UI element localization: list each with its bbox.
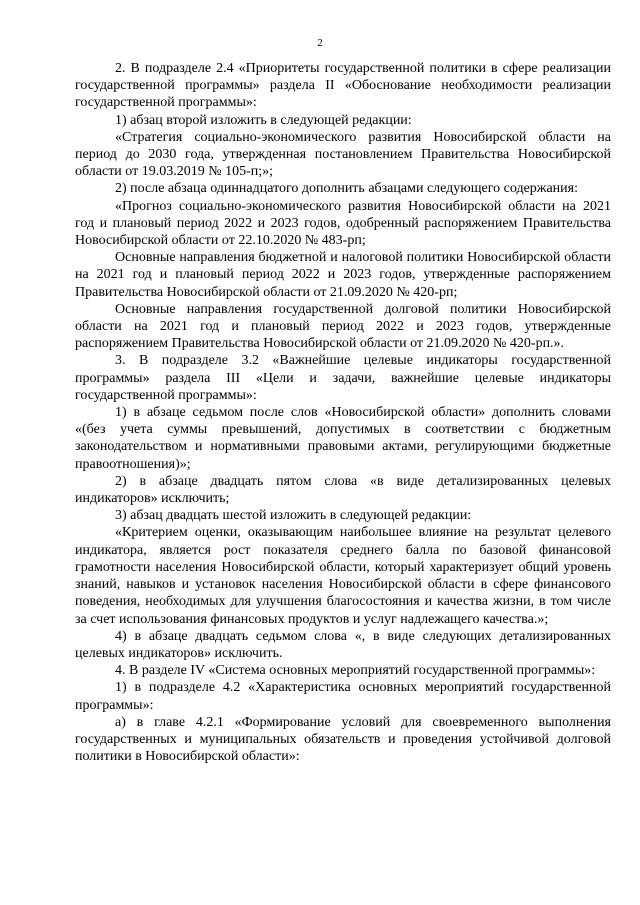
paragraph-quote-debt-policy: Основные направления государственной долговой политики Новосибирской области на 2021 год и плановый период 2022 и 2023 годов, утвержденные распоряжением Правительства Новосибирской области от 21.09.2020 № 420-рп.». xyxy=(75,301,611,352)
document-body xyxy=(75,60,611,765)
paragraph-item-3-2: 2) в абзаце двадцать пятом слова «в виде детализированных целевых индикаторов» исключить; xyxy=(75,473,611,507)
paragraph-item-3-1: 1) в абзаце седьмом после слов «Новосибирской области» дополнить словами «(без учета суммы превышений, допустимых в соответствии с бюджетным законодательством и нормативными правовыми актами, регулирующими бюджетные правоотношения)»; xyxy=(75,405,611,472)
paragraph-item-3-4: 4) в абзаце двадцать седьмом слова «, в виде следующих детализированных целевых индикаторов» исключить. xyxy=(75,628,611,661)
paragraph-section-2: 2. В подразделе 2.4 «Приоритеты государственной политики в сфере реализации государственной программы» раздела II «Обоснование необходимости реализации государственной программы»: xyxy=(75,61,611,111)
paragraph-quote-criterion: «Критерием оценки, оказывающим наибольшее влияние на результат целевого индикатора, является рост показателя среднего балла по базовой финансовой грамотности населения Новосибирской области, который характеризует общий уровень знаний, навыков и установок населения Новосибирской области в сфере финансового поведения, необходимых для улучшения благосостояния и качества жизни, в том числе за счет использования финансовых продуктов и услуг надлежащего качества.»; xyxy=(75,525,611,627)
paragraph-quote-strategy: «Стратегия социально-экономического развития Новосибирской области на период до 2030 года, утвержденная постановлением Правительства Новосибирской области от 19.03.2019 № 105-п;»; xyxy=(75,129,611,180)
paragraph-item-3-3: 3) абзац двадцать шестой изложить в следующей редакции: xyxy=(115,508,472,524)
paragraph-quote-forecast: «Прогноз социально-экономического развития Новосибирской области на 2021 год и плановый период 2022 и 2023 годов, одобренный распоряжением Правительства Новосибирской области от 22.10.2020 № 483-рп; xyxy=(75,198,611,249)
paragraph-quote-budget-policy: Основные направления бюджетной и налоговой политики Новосибирской области на 2021 год и плановый период 2022 и 2023 годов, утвержденные распоряжением Правительства Новосибирской области от 21.09.2020 № 420-рп; xyxy=(75,250,611,300)
paragraph-item-4-1: 1) в подразделе 4.2 «Характеристика основных мероприятий государственной программы»: xyxy=(75,680,611,713)
paragraph-item-2-1: 1) абзац второй изложить в следующей редакции: xyxy=(115,112,412,128)
paragraph-item-4-1-a: а) в главе 4.2.1 «Формирование условий для своевременного выполнения государственных и муниципальных обязательств и проведения устойчивой долговой политики в Новосибирской области»: xyxy=(75,714,611,765)
page-number: 2 xyxy=(317,37,323,49)
paragraph-item-2-2: 2) после абзаца одиннадцатого дополнить абзацами следующего содержания: xyxy=(115,181,578,197)
paragraph-section-3: 3. В подразделе 3.2 «Важнейшие целевые индикаторы государственной программы» раздела III «Цели и задачи, важнейшие целевые индикаторы государственной программы»: xyxy=(75,353,611,403)
paragraph-section-4: 4. В разделе IV «Система основных мероприятий государственной программы»: xyxy=(115,663,596,679)
